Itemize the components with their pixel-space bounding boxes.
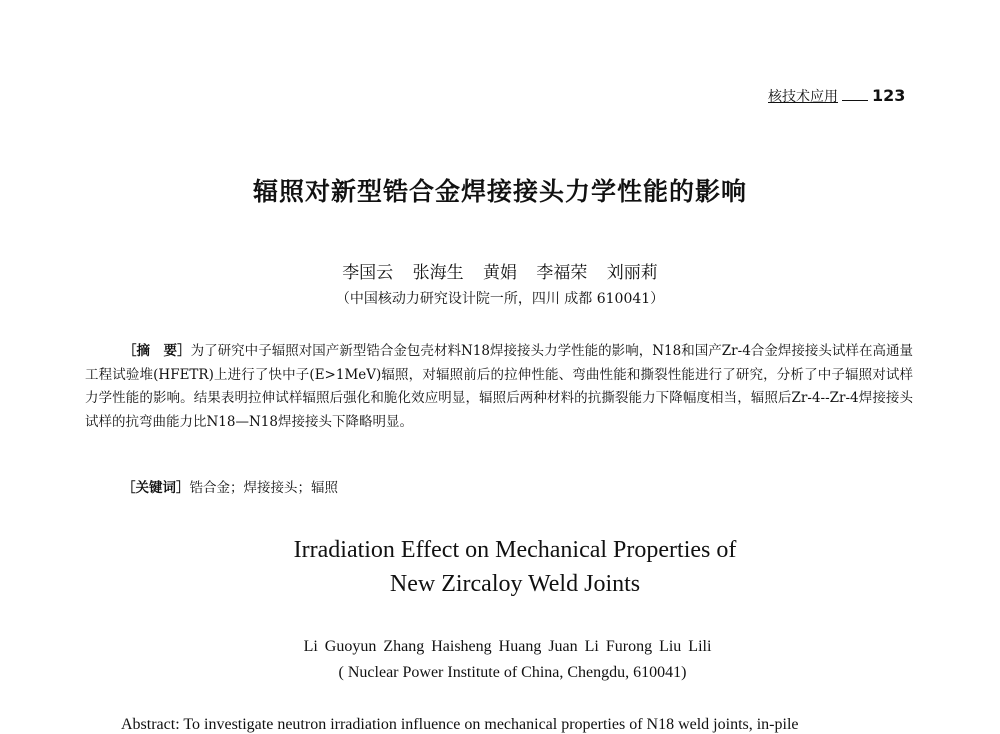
paper-title-english-line2: New Zircaloy Weld Joints (389, 571, 641, 597)
page-number: 123 (872, 86, 906, 105)
paper-title-english-line1: Irradiation Effect on Mechanical Properties of (293, 537, 737, 563)
abstract-chinese-paragraph (85, 340, 913, 434)
affiliation-chinese: （中国核动力研究设计院一所，四川 成都 610041） (335, 291, 665, 307)
header-rule (842, 100, 868, 101)
authors-chinese: 李国云 张海生 黄娟 李福荣 刘丽莉 (342, 263, 658, 283)
affiliation-english: ( Nuclear Power Institute of China, Chengdu, 610041) (338, 664, 687, 681)
keywords-chinese-label: ［关键词］ (122, 480, 190, 496)
abstract-chinese (85, 340, 913, 434)
abstract-chinese-label: ［摘 要］ (123, 343, 191, 359)
journal-name: 核技术应用 (768, 89, 838, 105)
keywords-chinese (122, 476, 338, 496)
paper-title-english (0, 533, 1000, 601)
authors-english: Li Guoyun Zhang Haisheng Huang Juan Li Furong Liu Lili (303, 638, 712, 655)
running-header (768, 86, 905, 106)
abstract-chinese-text: 为了研究中子辐照对国产新型锆合金包壳材料N18焊接接头力学性能的影响，N18和国产Zr-4合金焊接接头试样在高通量工程试验堆(HFETR)上进行了快中子(E>1MeV)辐照，对辐照前后的拉伸性能、弯曲性能和撕裂性能进行了研究，分析了中子辐照对试样力学性能的影响。结果表明拉伸试样辐照后强化和脆化效应明显，辐照后两种材料的抗撕裂能力下降幅度相当，辐照后Zr-4--Zr-4焊接接头试样的抗弯曲能力比N18—N18焊接接头下降略明显。 (85, 343, 914, 430)
abstract-english-start: Abstract: To investigate neutron irradiation influence on mechanical properties of N18 weld joints, in-pile (121, 716, 799, 733)
keywords-chinese-text: 锆合金；焊接接头；辐照 (189, 480, 338, 496)
paper-title-chinese: 辐照对新型锆合金焊接接头力学性能的影响 (252, 177, 747, 206)
